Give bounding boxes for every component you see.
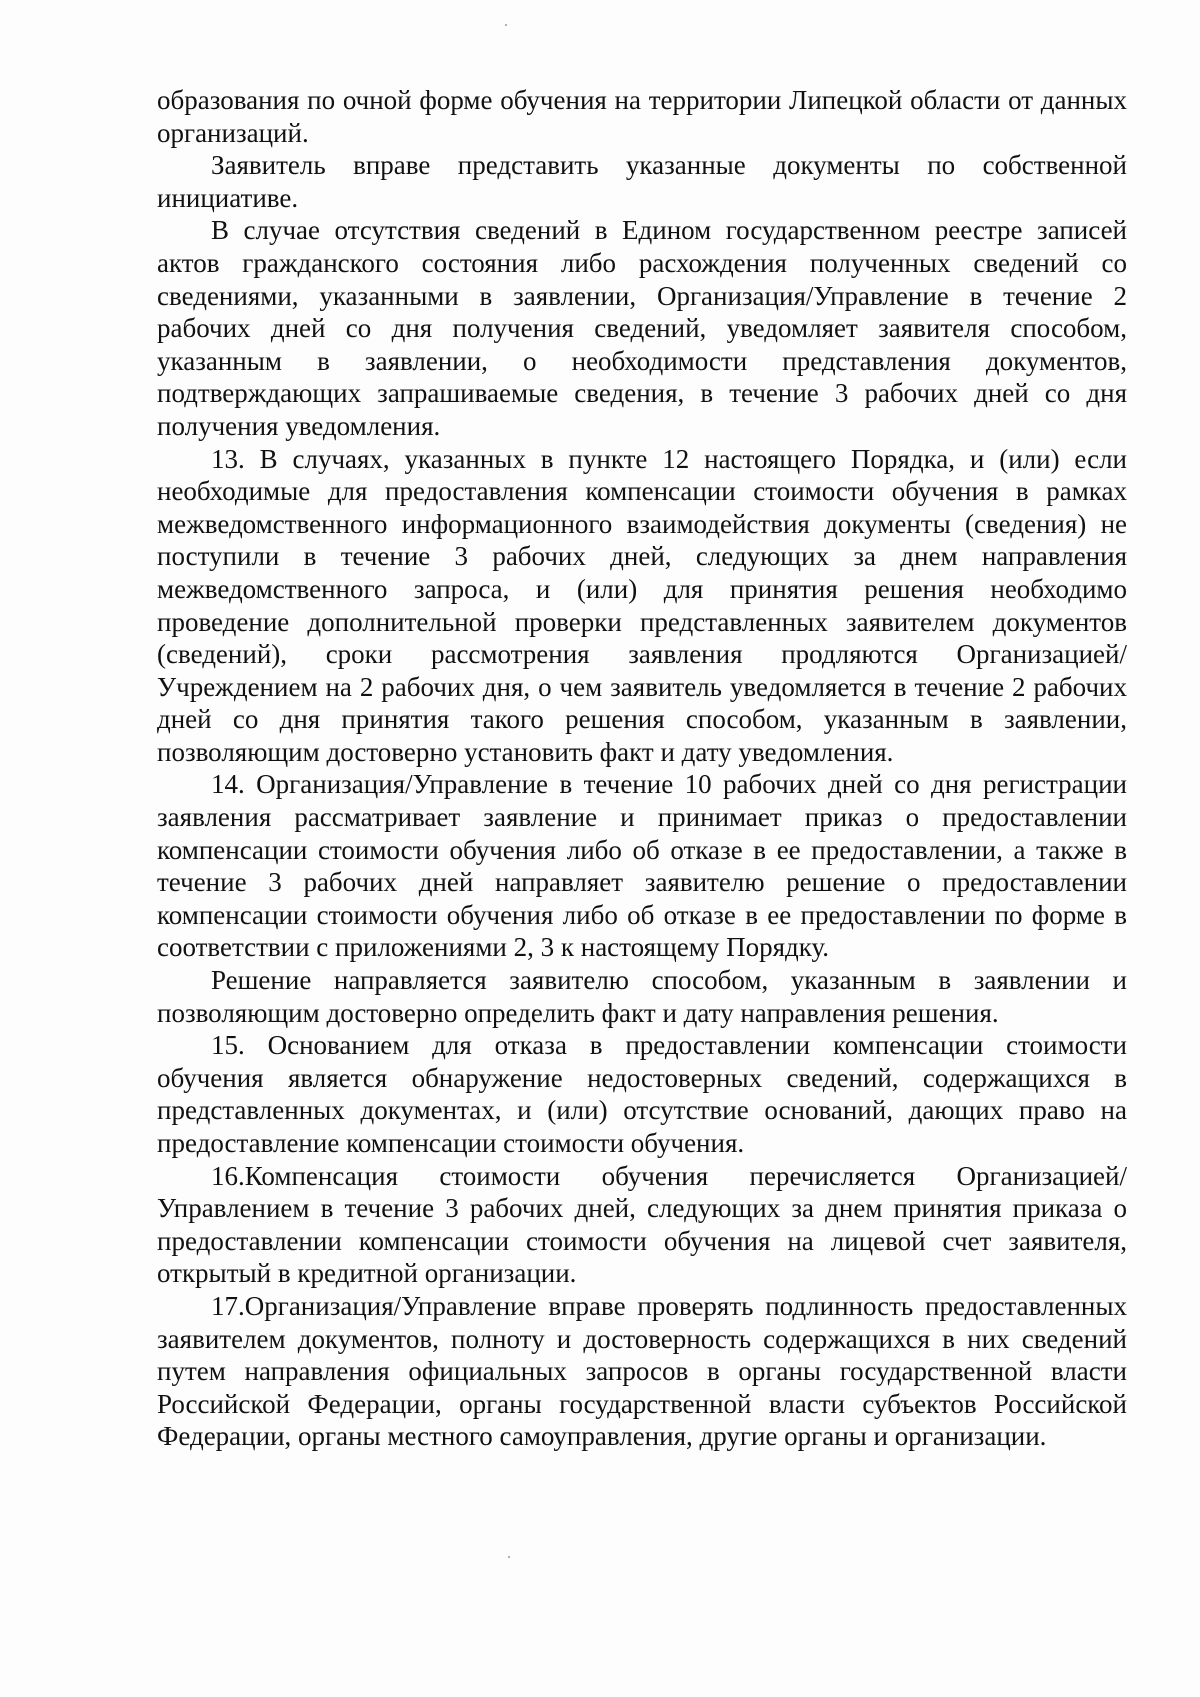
scan-speck: [508, 1556, 510, 1558]
paragraph-continuation: образования по очной форме обучения на территории Липецкой области от данных организаций.: [157, 85, 1127, 148]
document-body: [157, 84, 1127, 1453]
paragraph-item-15: 15. Основанием для отказа в предоставлении компенсации стоимости обучения является обнаружение недостоверных сведений, содержащихся в представленных документах, и (или) отсутствие оснований, дающих право на предоставление компенсации стоимости обучения.: [157, 1030, 1127, 1158]
paragraph-item-16: 16.Компенсация стоимости обучения перечисляется Организацией/Управлением в течение 3 рабочих дней, следующих за днем принятия приказа о предоставлении компенсации стоимости обучения на лицевой счет заявителя, открытый в кредитной организации.: [157, 1160, 1127, 1289]
paragraph-item-17: 17.Организация/Управление вправе проверять подлинность предоставленных заявителем документов, полноту и достоверность содержащихся в них сведений путем направления официальных запросов в органы государственной власти Российской Федерации, органы государственной власти субъектов Российской Федерации, органы местного самоуправления, другие органы и организации.: [157, 1290, 1127, 1452]
paragraph-item-14: 14. Организация/Управление в течение 10 рабочих дней со дня регистрации заявления рассматривает заявление и принимает приказ о предоставлении компенсации стоимости обучения либо об отказе в ее предоставлении, а также в течение 3 рабочих дней направляет заявителю решение о предоставлении компенсации стоимости обучения либо об отказе в ее предоставлении по форме в соответствии с приложениями 2, 3 к настоящему Порядку.: [157, 769, 1127, 963]
paragraph-applicant-right: Заявитель вправе представить указанные документы по собственной инициативе.: [157, 150, 1127, 213]
scan-speck: [505, 24, 507, 26]
paragraph-decision-sent: Решение направляется заявителю способом, указанным в заявлении и позволяющим достоверно определить факт и дату направления решения.: [157, 965, 1127, 1028]
paragraph-item-13: 13. В случаях, указанных в пункте 12 настоящего Порядка, и (или) если необходимые для предоставления компенсации стоимости обучения в рамках межведомственного информационного взаимодействия документы (сведения) не поступили в течение 3 рабочих дней, следующих за днем направления межведомственного запроса, и (или) для принятия решения необходимо проведение дополнительной проверки представленных заявителем документов (сведений), сроки рассмотрения заявления продляются Организацией/Учреждением на 2 рабочих дня, о чем заявитель уведомляется в течение 2 рабочих дней со дня принятия такого решения способом, указанным в заявлении, позволяющим достоверно установить факт и дату уведомления.: [157, 443, 1127, 767]
paragraph-registry-absence: В случае отсутствия сведений в Едином государственном реестре записей актов гражданского состояния либо расхождения полученных сведений со сведениями, указанными в заявлении, Организация/Управление в течение 2 рабочих дней со дня получения сведений, уведомляет заявителя способом, указанным в заявлении, о необходимости представления документов, подтверждающих запрашиваемые сведения, в течение 3 рабочих дней со дня получения уведомления.: [157, 215, 1127, 441]
